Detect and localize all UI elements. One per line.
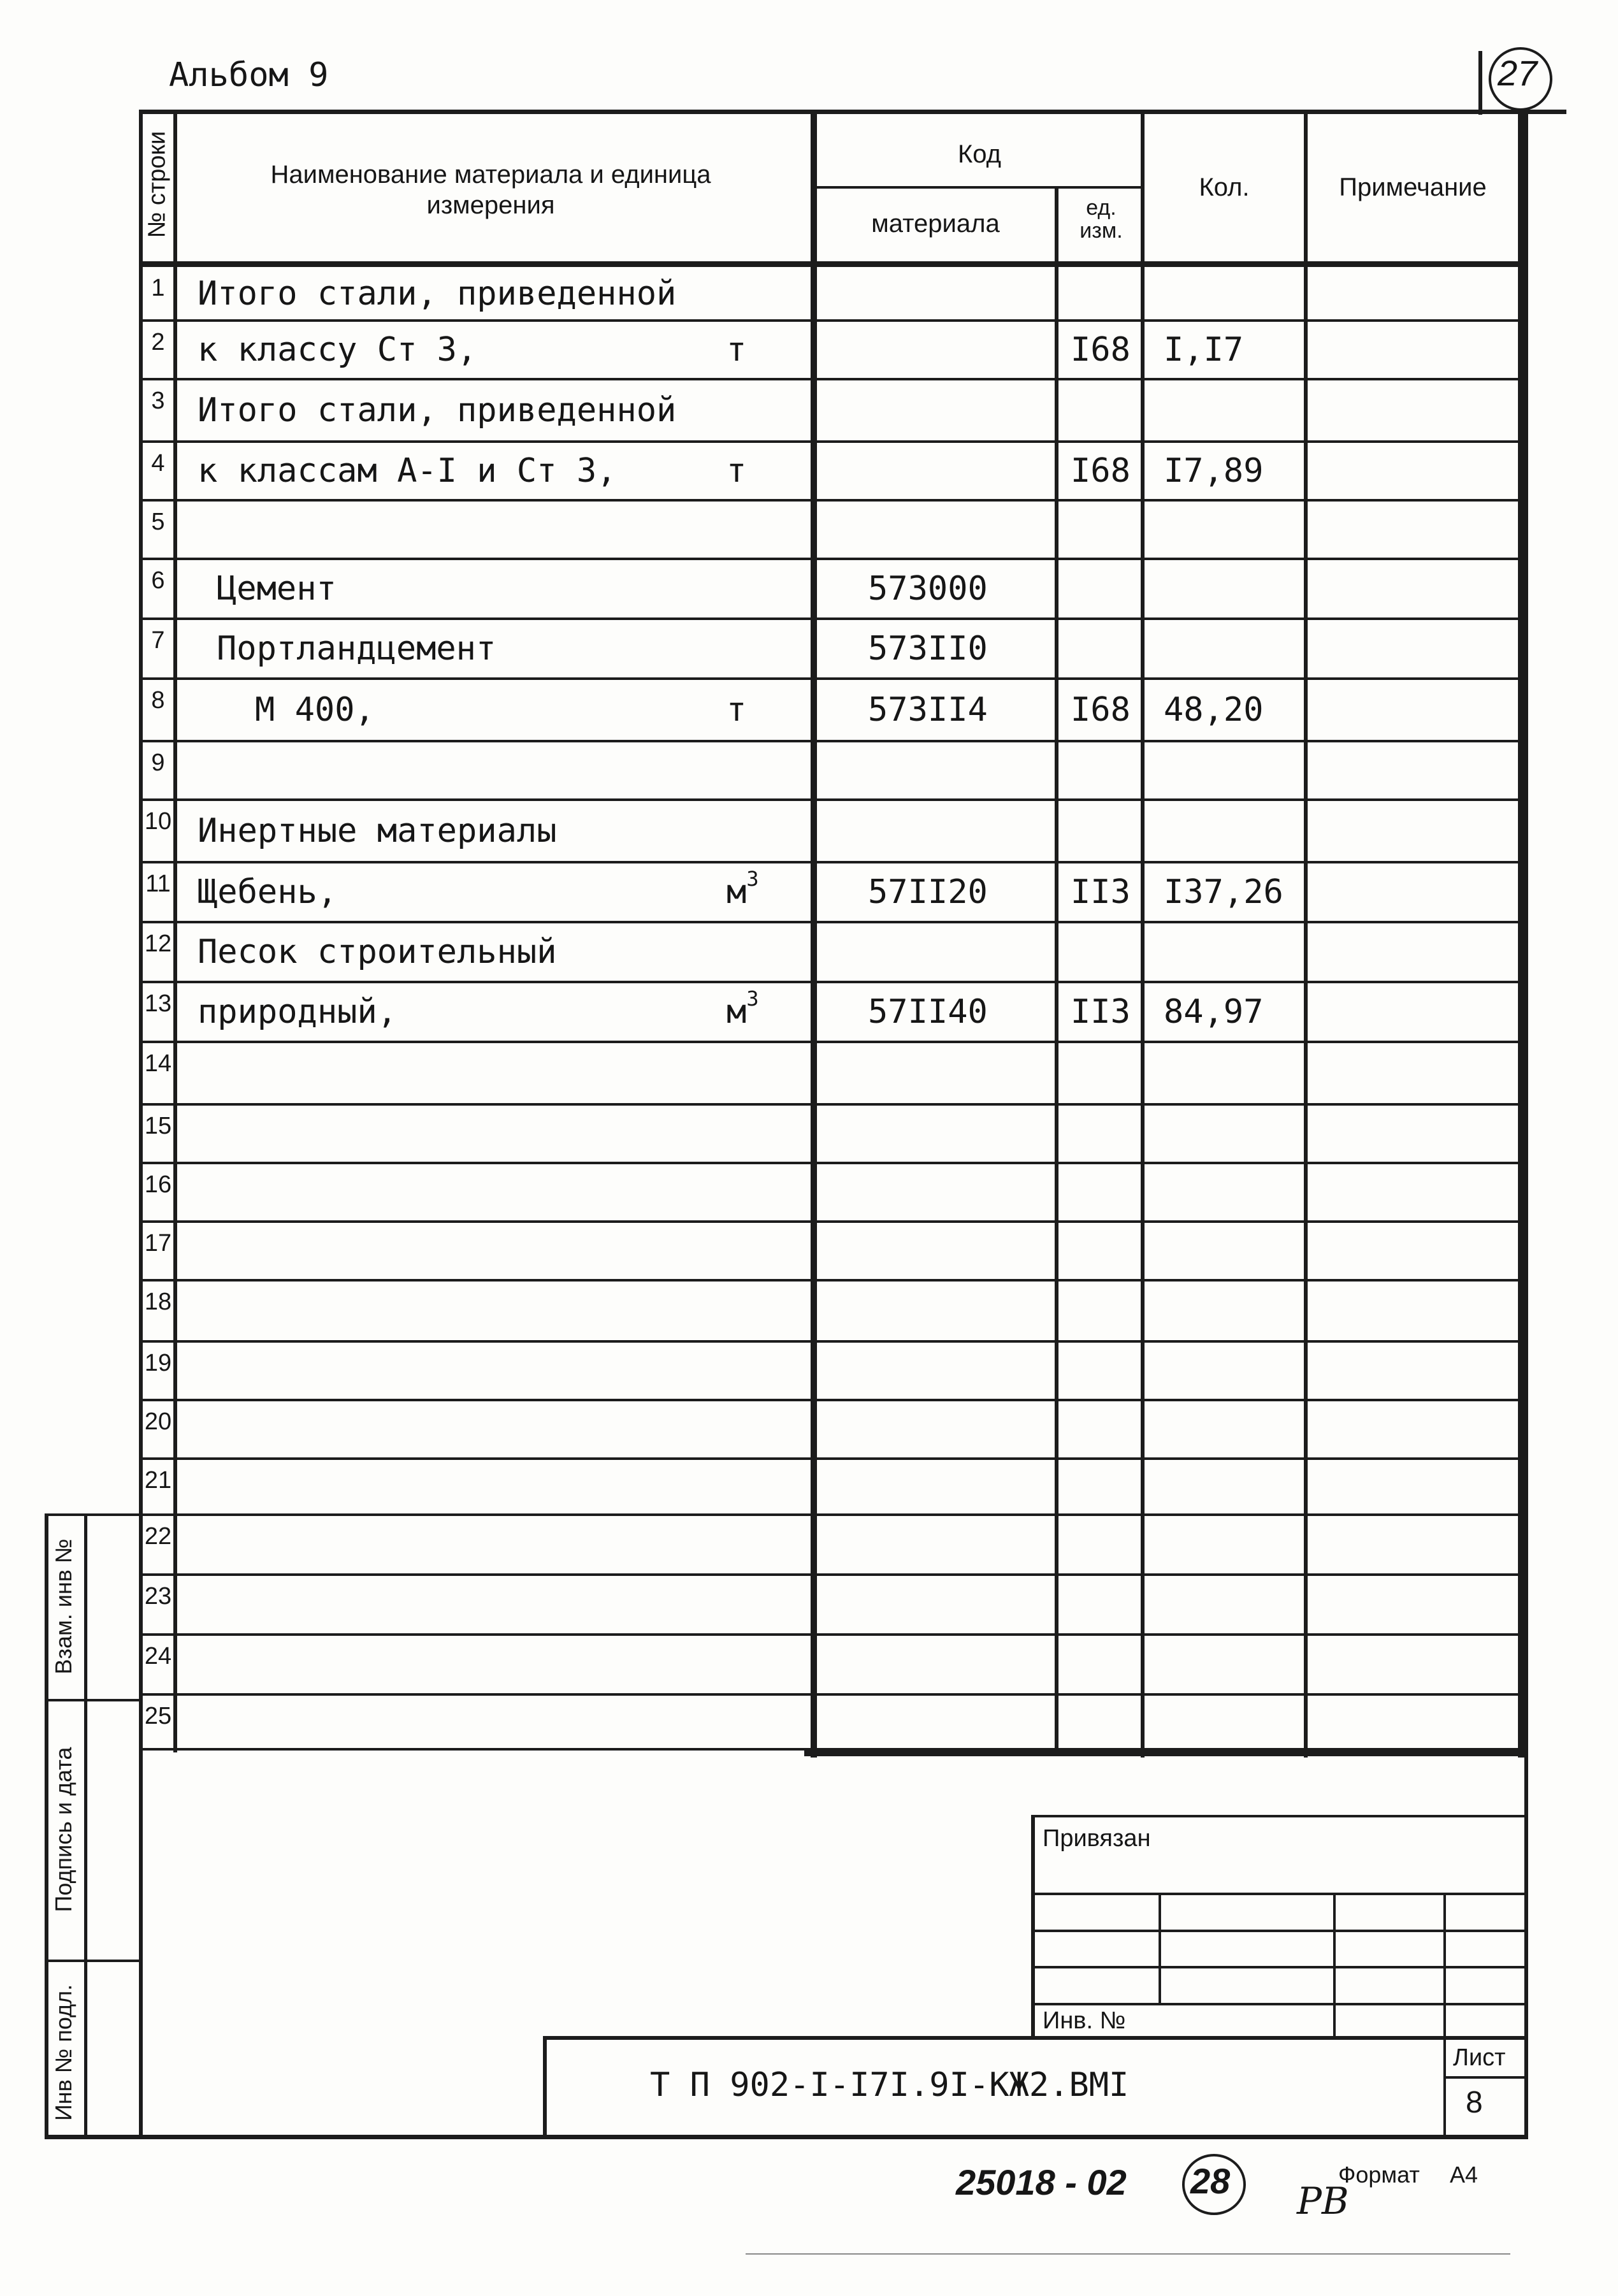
row-number: 22: [144, 1523, 172, 1550]
row-number: 5: [151, 509, 165, 535]
tb-vline-3: [1443, 1893, 1446, 2135]
col-note-right: [1518, 110, 1524, 1758]
row-separator: [141, 1693, 1524, 1696]
row-separator: [141, 1399, 1524, 1401]
row-number: 20: [144, 1408, 172, 1435]
tb-line-2: [1034, 1930, 1524, 1932]
row-number: 7: [151, 627, 165, 654]
row-separator: [141, 861, 1524, 863]
side-stamp-sep-1: [45, 1699, 141, 1701]
row-separator: [141, 1457, 1524, 1460]
side-label-inv-podl: Инв № подл.: [50, 1984, 76, 2121]
row-separator: [141, 981, 1524, 983]
initials-signature: РВ: [1297, 2179, 1349, 2223]
tb-line-1: [1034, 1893, 1524, 1895]
tb-sheet-label: Лист: [1453, 2044, 1506, 2071]
tb-privyazan-top: [1034, 1815, 1524, 1817]
row-material-name: Инертные материалы: [198, 812, 557, 850]
tb-vline-1: [1159, 1893, 1161, 2004]
row-number: 9: [151, 749, 165, 776]
col-rownum-right: [173, 110, 177, 1752]
row-separator: [141, 740, 1524, 742]
row-separator: [141, 1162, 1524, 1164]
tb-line-3: [1034, 1966, 1524, 1968]
side-stamp-left: [45, 1513, 48, 2139]
album-label: Альбом 9: [169, 56, 329, 94]
row-separator: [141, 378, 1524, 380]
row-number: 1: [151, 275, 165, 301]
row-separator: [141, 1340, 1524, 1343]
doc-code: Т П 902-I-I7I.9I-КЖ2.ВМI: [650, 2066, 1129, 2104]
row-quantity: I,I7: [1164, 331, 1244, 369]
format-value: А4: [1450, 2162, 1478, 2188]
code-subheader-line: [816, 186, 1143, 189]
row-separator: [141, 1279, 1524, 1282]
row-material-name: Портландцемент: [217, 630, 496, 668]
tb-vline-2: [1333, 1893, 1336, 2038]
tb-sheet-number: 8: [1466, 2086, 1483, 2119]
row-material-code: 57II40: [868, 993, 988, 1031]
sheet-mark-top: 27: [1498, 53, 1538, 93]
row-quantity: I7,89: [1164, 452, 1264, 490]
row-separator: [141, 499, 1524, 502]
row-unit-text: м: [726, 993, 747, 1031]
row-quantity: 84,97: [1164, 993, 1264, 1031]
header-row-number: № строки: [143, 131, 171, 238]
row-separator: [141, 798, 1524, 801]
row-material-code: 573II0: [868, 630, 988, 668]
row-material-name: к классам А-I и Ст 3,: [198, 452, 617, 490]
row-unit-code: II3: [1071, 993, 1130, 1031]
col-unit-right: [1141, 110, 1145, 1758]
tb-sheet-sep: [1443, 2076, 1524, 2079]
row-unit-text: т: [726, 452, 747, 490]
tb-privyazan-label: Привязан: [1043, 1825, 1151, 1852]
col-qty-right: [1304, 110, 1308, 1758]
bottom-dash-line: [746, 2253, 1510, 2255]
row-unit-letter: [726, 867, 759, 911]
top-right-marker: [1478, 51, 1482, 115]
row-separator: [141, 319, 1524, 322]
row-material-code: 573II4: [868, 691, 988, 729]
side-stamp-sep-2: [45, 1960, 141, 1962]
row-unit-code: II3: [1071, 873, 1130, 911]
row-quantity: I37,26: [1164, 873, 1283, 911]
row-separator: [141, 1513, 1524, 1516]
tb-inv-label: Инв. №: [1043, 2007, 1126, 2034]
row-number: 24: [144, 1643, 172, 1670]
row-number: 17: [144, 1230, 172, 1257]
tb-line-4: [1034, 2003, 1524, 2005]
side-label-vzam: Взам. инв №: [50, 1538, 76, 1675]
row-separator: [141, 1220, 1524, 1223]
row-unit-text: м: [726, 873, 747, 911]
row-unit-code: I68: [1071, 331, 1130, 369]
row-separator: [141, 921, 1524, 923]
row-number: 10: [144, 808, 172, 835]
header-qty: Кол.: [1199, 173, 1250, 201]
row-number: 4: [151, 450, 165, 477]
row-unit-letter: [726, 452, 746, 490]
header-material-name: Наименование материала и единица измерения: [270, 161, 711, 219]
col-name-right: [811, 110, 817, 1758]
row-separator: [141, 617, 1524, 620]
table-bottom: [804, 1750, 1524, 1756]
row-separator: [141, 1041, 1524, 1043]
frame-right: [1524, 110, 1528, 2137]
row-separator: [141, 558, 1524, 560]
row-number: 6: [151, 567, 165, 594]
tb-main-top: [543, 2036, 1524, 2040]
row-number: 18: [144, 1289, 172, 1315]
row-number: 8: [151, 687, 165, 714]
row-separator: [141, 1748, 1524, 1751]
row-material-name: М 400,: [255, 691, 375, 729]
row-number: 19: [144, 1350, 172, 1376]
row-separator: [141, 1633, 1524, 1636]
row-material-name: к классу Ст 3,: [198, 331, 477, 369]
row-number: 16: [144, 1171, 172, 1198]
row-number: 11: [145, 870, 171, 897]
row-number: 2: [151, 329, 165, 356]
row-material-name: природный,: [198, 993, 398, 1031]
row-number: 23: [144, 1583, 172, 1610]
header-bottom: [139, 261, 1528, 267]
row-material-name: Песок строительный: [198, 933, 557, 971]
inventory-stamp: 25018 - 02: [956, 2162, 1127, 2202]
row-material-name: Цемент: [217, 570, 336, 608]
row-separator: [141, 677, 1524, 680]
row-separator: [141, 440, 1524, 443]
side-label-podpis: Подпись и дата: [50, 1747, 76, 1912]
row-number: 12: [144, 930, 172, 957]
row-number: 25: [144, 1703, 172, 1729]
header-unit: ед. изм.: [1080, 196, 1123, 243]
header-note: Примечание: [1339, 173, 1487, 201]
format-label: Формат: [1338, 2162, 1420, 2188]
row-number: 15: [144, 1113, 172, 1139]
row-unit-letter: [726, 986, 759, 1031]
row-unit-letter: [726, 331, 746, 369]
col-code-right: [1055, 188, 1058, 1756]
row-material-name: Щебень,: [198, 873, 338, 911]
row-material-code: 573000: [868, 570, 988, 608]
sheet-mark-bottom: 28: [1190, 2161, 1231, 2201]
row-material-name: Итого стали, приведенной: [198, 274, 677, 313]
row-quantity: 48,20: [1164, 691, 1264, 729]
row-separator: [141, 1103, 1524, 1106]
row-unit-text: т: [726, 331, 747, 369]
row-unit-code: I68: [1071, 452, 1130, 490]
row-unit-code: I68: [1071, 691, 1130, 729]
frame-bottom: [45, 2135, 1528, 2139]
row-number: 21: [144, 1467, 172, 1494]
row-unit-superscript: 3: [746, 867, 759, 891]
row-unit-letter: [726, 691, 746, 729]
row-separator: [141, 1573, 1524, 1576]
row-unit-text: т: [726, 691, 747, 729]
frame-top: [139, 110, 1566, 114]
frame-left: [139, 110, 143, 2137]
side-stamp-top: [45, 1513, 141, 1516]
row-material-code: 57II20: [868, 873, 988, 911]
header-code-material: материала: [871, 210, 1000, 238]
row-number: 14: [144, 1050, 172, 1077]
row-material-name: Итого стали, приведенной: [198, 391, 677, 430]
row-number: 13: [144, 990, 172, 1017]
row-number: 3: [151, 387, 165, 414]
row-unit-superscript: 3: [746, 986, 759, 1011]
header-code: Код: [957, 140, 1001, 168]
tb-main-left: [543, 2036, 547, 2138]
side-stamp-mid: [84, 1513, 87, 2139]
